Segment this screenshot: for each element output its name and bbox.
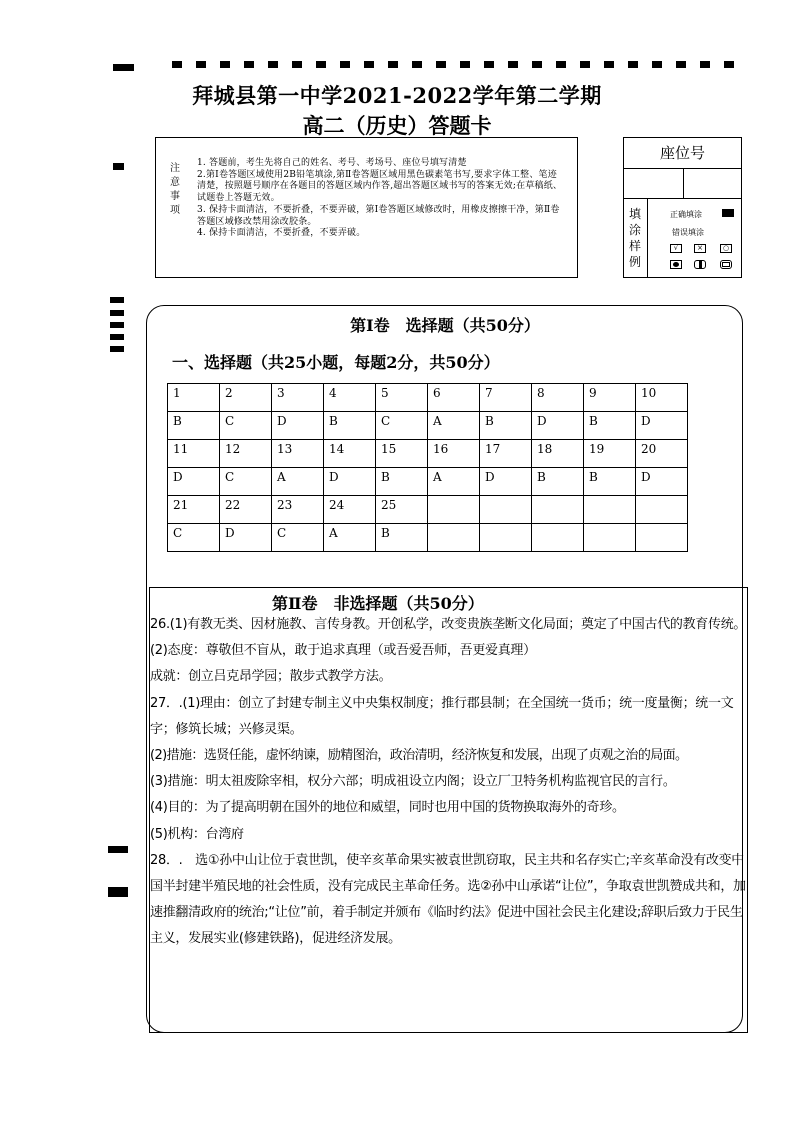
table-cell: C <box>220 412 272 440</box>
answer-paragraph: 26.(1)有教无类、因材施教、言传身教。开创私学，改变贵族垄断文化局面；奠定了中国古代的教育传统。 <box>150 617 747 632</box>
seat-divider <box>683 168 684 199</box>
table-cell: 5 <box>376 384 428 412</box>
table-cell: 24 <box>324 496 376 524</box>
table-cell: 15 <box>376 440 428 468</box>
answer-paragraph: (4)目的：为了提高明朝在国外的地位和威望，同时也用中国的货物换取海外的奇珍。 <box>150 800 625 816</box>
table-row <box>168 496 688 524</box>
table-cell: 2 <box>220 384 272 412</box>
table-cell: D <box>636 412 688 440</box>
table-cell <box>480 524 532 552</box>
table-cell <box>584 496 636 524</box>
table-cell <box>428 524 480 552</box>
table-cell: C <box>272 524 324 552</box>
table-cell: 22 <box>220 496 272 524</box>
table-cell: 20 <box>636 440 688 468</box>
table-cell: B <box>584 412 636 440</box>
correct-fill-label: 正确填涂 <box>670 210 702 219</box>
answer-paragraph: 27．.(1)理由：创立了封建专制主义中央集权制度；推行郡县制；在全国统一货币；统一度量衡；统一文字；修筑长城；兴修灵渠。 <box>150 695 734 737</box>
table-cell: 6 <box>428 384 480 412</box>
dashed-border-top <box>172 61 738 68</box>
notes-list <box>197 158 565 240</box>
notes-item: 3. 保持卡面清洁，不要折叠，不要弄破，第Ⅰ卷答题区域修改时，用橡皮擦擦干净，第Ⅱ卷答题区域修改禁用涂改胶条。 <box>197 204 560 227</box>
outline-mark-icon <box>720 260 732 269</box>
table-cell: B <box>376 468 428 496</box>
check-mark-icon: √ <box>670 244 682 253</box>
school-term-title: 拜城县第一中学2021-2022学年第二学期 <box>192 83 602 108</box>
table-cell: 11 <box>168 440 220 468</box>
table-cell <box>480 496 532 524</box>
answer-paragraph: 28．. 选①孙中山让位于袁世凯，使辛亥革命果实被袁世凯窃取，民主共和名存实亡;辛亥革命没有改变中国半封建半殖民地的社会性质，没有完成民主革命任务。选②孙中山承诺“让位”，争取袁世凯赞成共和，加速推翻清政府的统治;“让位”前，着手制定并颁布《临时约法》促进中国社会民主化建设;辞职后致力于民生主义，发展实业(修建铁路)，促进经济发展。 <box>150 852 746 947</box>
position-mark <box>113 163 124 170</box>
cross-mark-icon: × <box>694 244 706 253</box>
table-cell: 12 <box>220 440 272 468</box>
fill-divider <box>647 198 648 278</box>
table-cell: 13 <box>272 440 324 468</box>
answer-paragraph: 成就：创立吕克昂学园；散步式教学方法。 <box>150 669 392 685</box>
answer-table <box>167 383 688 552</box>
notes-item: 2.第Ⅰ卷答题区域使用2B铅笔填涂,第Ⅱ卷答题区域用黑色碳素笔书写,要求字体工整、笔迹清楚，按照题号顺序在各题目的答题区域内作答,超出答题区域书写的答案无效;在草稿纸、试题卷上答题无效。 <box>197 169 563 204</box>
table-cell: 23 <box>272 496 324 524</box>
table-cell: D <box>272 412 324 440</box>
table-cell: B <box>376 524 428 552</box>
table-cell: B <box>584 468 636 496</box>
table-cell <box>584 524 636 552</box>
table-row <box>168 468 688 496</box>
table-cell: C <box>168 524 220 552</box>
table-cell: 4 <box>324 384 376 412</box>
table-cell: 16 <box>428 440 480 468</box>
correct-fill-mark <box>722 209 734 217</box>
table-cell: C <box>376 412 428 440</box>
section2-title: 第Ⅱ卷 非选择题（共50分） <box>272 594 484 613</box>
notes-item: 4. 保持卡面清洁，不要折叠，不要弄破。 <box>197 228 366 239</box>
table-cell: 18 <box>532 440 584 468</box>
table-cell: B <box>532 468 584 496</box>
position-mark <box>110 297 124 303</box>
card-title: 高二（历史）答题卡 <box>302 113 492 138</box>
table-cell: D <box>532 412 584 440</box>
answer-paragraph: (2)态度：尊敬但不盲从，敢于追求真理（或吾爱吾师，吾更爱真理） <box>150 643 536 659</box>
table-cell: 21 <box>168 496 220 524</box>
seat-number-title: 座位号 <box>623 137 742 169</box>
table-cell: A <box>428 468 480 496</box>
table-cell: 1 <box>168 384 220 412</box>
table-cell <box>532 496 584 524</box>
answer-paragraph: (5)机构：台湾府 <box>150 826 244 842</box>
table-cell: 8 <box>532 384 584 412</box>
wrong-fill-label: 错误填涂 <box>672 228 704 237</box>
section1-title: 第Ⅰ卷 选择题（共50分） <box>350 316 540 335</box>
table-row <box>168 384 688 412</box>
notes-label: 注意事项 <box>170 163 180 216</box>
table-cell: 7 <box>480 384 532 412</box>
fill-example-label: 填涂样例 <box>628 207 641 269</box>
table-cell: D <box>480 468 532 496</box>
position-mark <box>108 887 128 897</box>
answer-paragraph: (3)措施：明太祖废除宰相，权分六部；明成祖设立内阁；设立厂卫特务机构监视官民的言行。 <box>150 774 676 790</box>
table-cell: 19 <box>584 440 636 468</box>
table-cell: D <box>168 468 220 496</box>
partial-mark-icon <box>694 260 706 269</box>
dot-mark-icon <box>670 260 682 269</box>
position-mark <box>108 846 128 853</box>
table-cell: 10 <box>636 384 688 412</box>
notes-item: 1. 答题前，考生先将自己的姓名、考号、考场号、座位号填写清楚 <box>197 158 467 168</box>
table-row <box>168 412 688 440</box>
position-mark <box>110 346 124 352</box>
table-cell: D <box>220 524 272 552</box>
table-cell: C <box>220 468 272 496</box>
answer-paragraph: (2)措施：选贤任能，虚怀纳谏，励精图治，政治清明，经济恢复和发展，出现了贞观之治的局面。 <box>150 748 688 764</box>
table-row <box>168 524 688 552</box>
table-cell: B <box>480 412 532 440</box>
circle-mark-icon: ○ <box>720 244 732 253</box>
table-cell: D <box>324 468 376 496</box>
table-cell <box>636 496 688 524</box>
table-cell: B <box>324 412 376 440</box>
table-cell: 17 <box>480 440 532 468</box>
table-cell <box>428 496 480 524</box>
table-cell: A <box>428 412 480 440</box>
position-mark <box>113 64 134 71</box>
table-cell <box>636 524 688 552</box>
table-cell: B <box>168 412 220 440</box>
table-cell: D <box>636 468 688 496</box>
table-cell: 25 <box>376 496 428 524</box>
table-cell: A <box>272 468 324 496</box>
table-cell <box>532 524 584 552</box>
table-cell: A <box>324 524 376 552</box>
section1-subtitle: 一、选择题（共25小题，每题2分，共50分） <box>172 353 500 372</box>
table-cell: 14 <box>324 440 376 468</box>
table-cell: 9 <box>584 384 636 412</box>
section2-answers[interactable] <box>150 612 748 953</box>
table-cell: 3 <box>272 384 324 412</box>
table-row <box>168 440 688 468</box>
